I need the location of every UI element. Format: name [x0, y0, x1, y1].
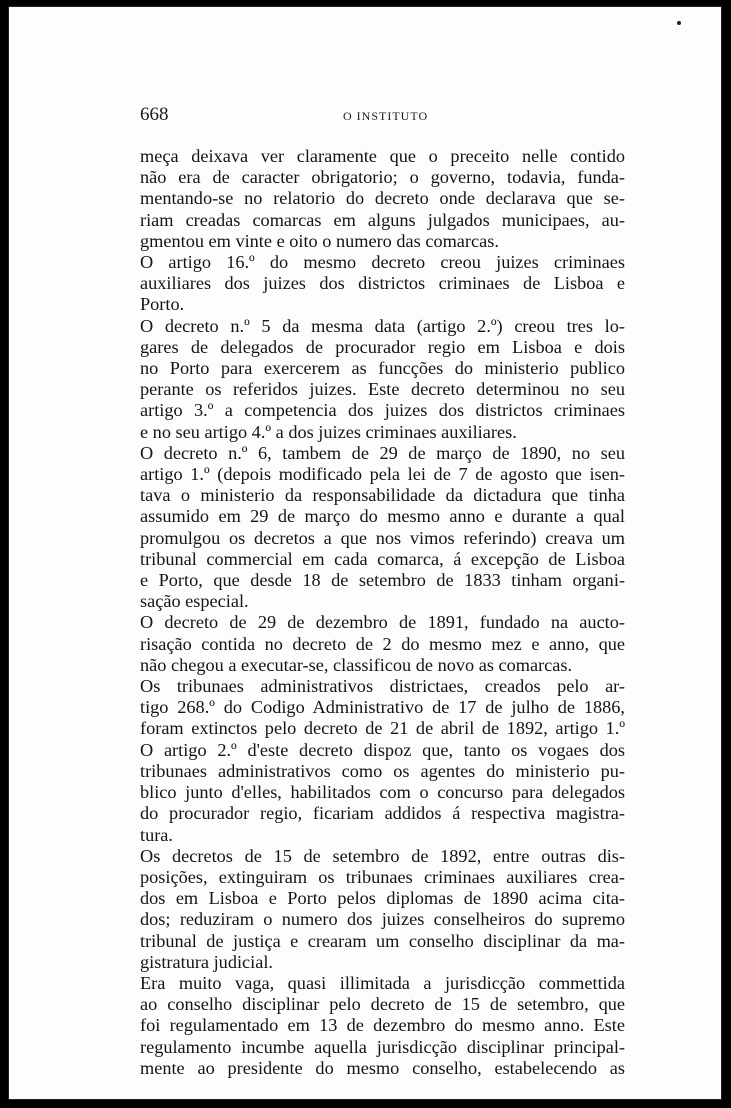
- text-line: e no seu artigo 4.º a dos juizes criminaes auxiliares.: [140, 421, 517, 442]
- text-line: tava o ministerio da responsabilidade da dictadura que tinha: [140, 485, 625, 506]
- text-line: mente ao presidente do mesmo conselho, estabelecendo as: [140, 1057, 625, 1078]
- text-line: artigo 3.º a competencia dos juizes dos districtos criminaes: [140, 400, 625, 421]
- text-line: do procurador regio, ficariam addidos á respectiva magistra-: [140, 803, 625, 824]
- text-line: tigo 268.º do Codigo Administrativo de 17 de julho de 1886,: [140, 697, 625, 718]
- text-line: não era de caracter obrigatorio; o governo, todavia, funda-: [140, 167, 625, 188]
- text-line: tribunal commercial em cada comarca, á excepção de Lisboa: [140, 548, 625, 569]
- text-line: O artigo 16.º do mesmo decreto creou juizes criminaes: [140, 252, 625, 273]
- text-line: riam creadas comarcas em alguns julgados municipaes, au-: [140, 209, 625, 230]
- text-line: não chegou a executar-se, classificou de novo as comarcas.: [140, 654, 573, 675]
- text-line: foram extinctos pelo decreto de 21 de abril de 1892, artigo 1.º: [140, 718, 625, 739]
- text-line: tribunal de justiça e crearam um conselho disciplinar da ma-: [140, 930, 625, 951]
- text-line: no Porto para exercerem as funcções do ministerio publico: [140, 358, 625, 379]
- body-text: [140, 146, 625, 1079]
- text-line: gares de delegados de procurador regio em Lisboa e dois: [140, 336, 625, 357]
- text-line: gistratura judicial.: [140, 951, 274, 972]
- running-title: O INSTITUTO: [343, 109, 429, 123]
- ink-speck: [677, 21, 681, 25]
- page-number: 668: [140, 104, 169, 125]
- text-line: foi regulamentado em 13 de dezembro do mesmo anno. Este: [140, 1015, 625, 1036]
- text-line: posições, extinguiram os tribunaes criminaes auxiliares crea-: [140, 866, 625, 887]
- text-line: perante os referidos juizes. Este decreto determinou no seu: [140, 379, 625, 400]
- page-header: [140, 104, 615, 128]
- text-line: dos em Lisboa e Porto pelos diplomas de 1890 acima cita-: [140, 888, 625, 909]
- text-line: regulamento incumbe aquella jurisdicção disciplinar principal-: [140, 1036, 625, 1057]
- text-line: O artigo 2.º d'este decreto dispoz que, tanto os vogaes dos: [140, 739, 625, 760]
- text-line: assumido em 29 de março do mesmo anno e durante a qual: [140, 506, 625, 527]
- text-line: Era muito vaga, quasi illimitada a jurisdicção commettida: [140, 972, 625, 993]
- text-line: sação especial.: [140, 591, 249, 612]
- text-line: O decreto n.º 6, tambem de 29 de março de 1890, no seu: [140, 442, 625, 463]
- text-line: ao conselho disciplinar pelo decreto de 15 de setembro, que: [140, 994, 625, 1015]
- text-line: Porto.: [140, 294, 185, 315]
- text-line: gmentou em vinte e oito o numero das comarcas.: [140, 230, 499, 251]
- text-line: tura.: [140, 824, 173, 845]
- text-line: auxiliares dos juizes dos districtos criminaes de Lisboa e: [140, 273, 625, 294]
- text-line: e Porto, que desde 18 de setembro de 1833 tinham organi-: [140, 570, 625, 591]
- text-line: tribunaes administrativos como os agentes do ministerio pu-: [140, 760, 625, 781]
- text-line: dos; reduziram o numero dos juizes conselheiros do supremo: [140, 909, 625, 930]
- text-line: blico junto d'elles, habilitados com o concurso para delegados: [140, 782, 625, 803]
- text-line: O decreto n.º 5 da mesma data (artigo 2.º) creou tres lo-: [140, 315, 625, 336]
- text-line: risação contida no decreto de 2 do mesmo mez e anno, que: [140, 633, 625, 654]
- text-line: O decreto de 29 de dezembro de 1891, fundado na aucto-: [140, 612, 625, 633]
- text-line: Os decretos de 15 de setembro de 1892, entre outras dis-: [140, 845, 625, 866]
- text-line: artigo 1.º (depois modificado pela lei de 7 de agosto que isen-: [140, 464, 625, 485]
- text-line: Os tribunaes administrativos districtaes, creados pelo ar-: [140, 676, 625, 697]
- text-line: mentando-se no relatorio do decreto onde declarava que se-: [140, 188, 625, 209]
- text-line: promulgou os decretos a que nos vimos referindo) creava um: [140, 527, 625, 548]
- text-line: meça deixava ver claramente que o preceito nelle contido: [140, 146, 625, 166]
